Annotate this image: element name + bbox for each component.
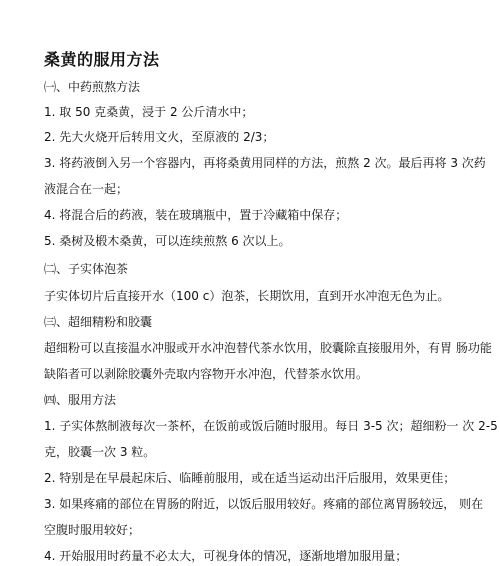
list-item: 克，胶囊一次 3 粒。: [44, 445, 156, 459]
list-item: 3. 如果疼痛的部位在胃肠的附近，以饭后服用较好。疼痛的部位离胃肠较远， 则在: [44, 497, 484, 511]
section-heading: ㈠、中药煎熬方法: [44, 80, 141, 94]
paragraph-line: 子实体切片后直接开水（100 c）泡茶，长期饮用，直到开水冲泡无色为止。: [44, 289, 450, 303]
list-item: 4. 开始服用时药量不必太大，可视身体的情况，逐渐地增加服用量；: [44, 549, 408, 563]
section-heading: ㈡、子实体泡茶: [44, 262, 129, 276]
list-item: 空腹时服用较好；: [44, 523, 141, 537]
list-item: 4. 将混合后的药液，装在玻璃瓶中，置于冷藏箱中保存；: [44, 208, 348, 222]
section-heading: ㈣、服用方法: [44, 393, 117, 407]
document-title: 桑黄的服用方法: [44, 50, 160, 69]
list-item: 5. 桑树及椴木桑黄，可以连续煎熬 6 次以上。: [44, 234, 291, 248]
list-item: 1. 子实体熬制液每次一茶杯，在饭前或饭后随时服用。每日 3-5 次；超细粉一 次 2-5: [44, 419, 498, 433]
list-item: 2. 特别是在早晨起床后、临睡前服用，或在适当运动出汗后服用，效果更佳；: [44, 471, 456, 485]
list-item: 1. 取 50 克桑黄，浸于 2 公斤清水中；: [44, 105, 254, 119]
paragraph-line: 缺陷者可以剥除胶囊外壳取内容物开水冲泡，代替茶水饮用。: [44, 367, 369, 381]
list-item: 2. 先大火烧开后转用文火，至原液的 2/3；: [44, 130, 275, 144]
list-item: 3. 将药液倒入另一个容器内，再将桑黄用同样的方法，煎熬 2 次。最后再将 3 次药: [44, 156, 486, 170]
paragraph-line: 超细粉可以直接温水冲服或开水冲泡替代茶水饮用，胶囊除直接服用外，有胃 肠功能: [44, 341, 492, 355]
list-item: 液混合在一起；: [44, 182, 129, 196]
section-heading: ㈢、超细精粉和胶囊: [44, 315, 153, 329]
